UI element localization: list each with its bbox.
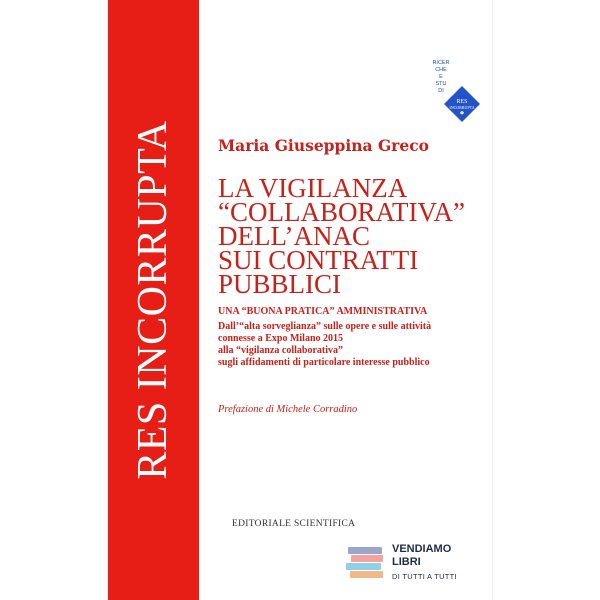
series-band xyxy=(108,0,199,600)
subtitle-line: sugli affidamenti di particolare interesse pubblico xyxy=(218,357,430,368)
store-watermark xyxy=(346,541,476,591)
watermark-line-3: DI TUTTI A TUTTI xyxy=(392,572,457,581)
title-line: PUBBLICI xyxy=(218,269,342,299)
books-stack-icon xyxy=(346,543,386,583)
logo-label-res: RES xyxy=(456,99,468,105)
logo-label-incorrupta: INCORRUPTA xyxy=(449,105,475,110)
subtitle-line: connesse a Expo Milano 2015 xyxy=(218,333,344,344)
subtitle-line: alla “vigilanza collaborativa” xyxy=(218,345,343,356)
logo-diamond-label xyxy=(446,99,478,110)
book-subtitle xyxy=(218,306,488,369)
preface-credit: Prefazione di Michele Corradino xyxy=(218,404,358,415)
title-line: DELL’ANAC xyxy=(218,221,370,251)
logo-line: E xyxy=(439,74,443,80)
title-line: “COLLABORATIVA” xyxy=(218,197,465,227)
watermark-line-1: VENDIAMO xyxy=(392,543,452,555)
subtitle-line: Dall’“alta sorveglianza” sulle opere e sulle attività xyxy=(218,321,432,332)
subtitle-heading: UNA “BUONA PRATICA” AMMINISTRATIVA xyxy=(218,306,428,317)
title-line: LA VIGILANZA xyxy=(218,173,408,203)
title-line: SUI CONTRATTI xyxy=(218,245,419,275)
logo-line: CHE xyxy=(435,67,447,73)
book-title xyxy=(218,173,480,299)
logo-line: STU xyxy=(435,81,447,87)
series-logo xyxy=(420,58,480,138)
series-title: RES INCORRUPTA xyxy=(130,120,176,480)
publisher-name: EDITORIALE SCIENTIFICA xyxy=(232,519,356,529)
watermark-line-2: LIBRI xyxy=(392,556,421,568)
logo-line: RICER xyxy=(432,60,450,66)
logo-line: DI xyxy=(438,88,444,94)
author-name: Maria Giuseppina Greco xyxy=(218,136,429,155)
